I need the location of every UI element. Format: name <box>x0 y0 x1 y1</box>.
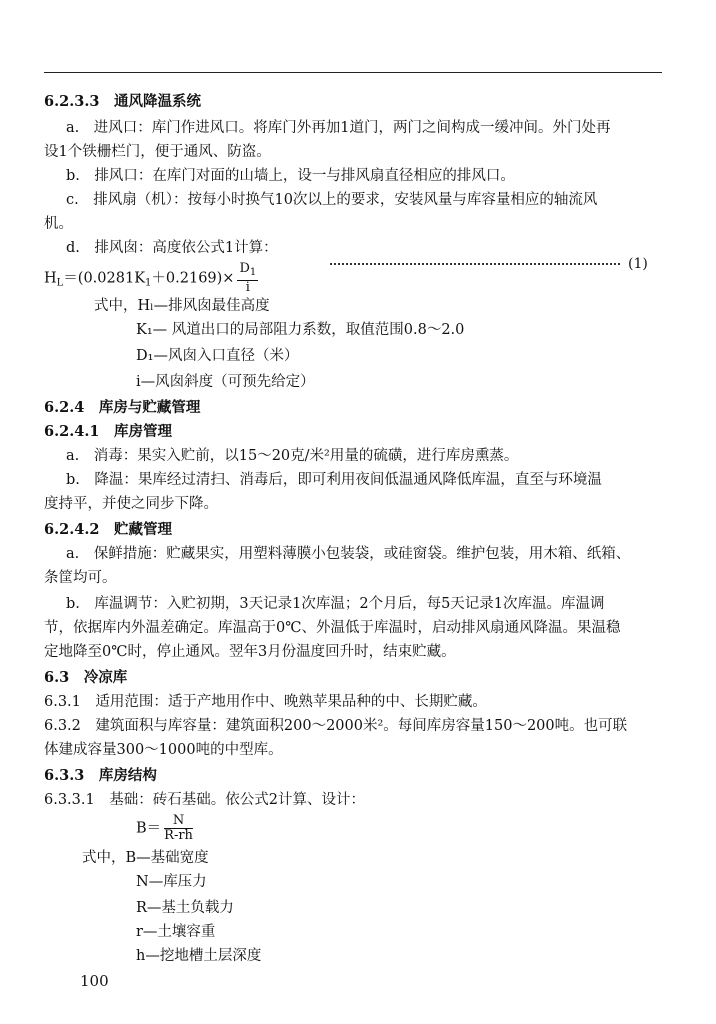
section-6-3-heading: 6.3 冷凉库 <box>44 669 128 686</box>
text-line: b. 降温：果库经过清扫、消毒后，即可利用夜间低温通风降低库温，直至与环境温 <box>66 472 602 488</box>
text-line: d. 排风囱：高度依公式1计算： <box>66 240 278 256</box>
text-line: K₁— 风道出口的局部阻力系数，取值范围0.8～2.0 <box>136 322 465 338</box>
text-line: 体建成容量300～1000吨的中型库。 <box>44 742 283 758</box>
text-line: h—挖地槽土层深度 <box>136 948 262 964</box>
section-6-2-4-2-heading: 6.2.4.2 贮藏管理 <box>44 521 173 538</box>
text-line: R—基土负载力 <box>136 900 234 916</box>
text-line: 度持平，并使之同步下降。 <box>44 496 218 512</box>
formula-1-lhs-sub: L <box>56 277 64 289</box>
formula-1-lhs: H <box>44 270 57 287</box>
text-line: 节，依据库内外温差确定。库温高于0℃、外温低于库温时，启动排风扇通风降温。果温稳 <box>44 620 621 636</box>
equation-number: (1) <box>628 256 648 272</box>
text-line: i—风囱斜度（可预先给定） <box>136 374 315 390</box>
section-6-3-3-1: 6.3.3.1 基础：砖石基础。依公式2计算、设计： <box>44 792 365 808</box>
text-line: c. 排风扇（机）：按每小时换气10次以上的要求，安装风量与库容量相应的轴流风 <box>66 192 598 208</box>
formula-2-denominator: R-rh <box>164 828 193 843</box>
header-rule <box>44 72 662 73</box>
section-6-2-4-1-heading: 6.2.4.1 库房管理 <box>44 423 173 440</box>
formula-1-fraction <box>237 262 258 295</box>
page-number: 100 <box>80 972 109 990</box>
leader-dots <box>330 263 620 265</box>
formula-1-expr2: ＋0.2169)× <box>151 270 235 287</box>
text-line: r—土壤容重 <box>136 924 216 940</box>
formula-2-lhs: B＝ <box>136 820 162 837</box>
section-6-2-4-heading: 6.2.4 库房与贮藏管理 <box>44 399 201 416</box>
formula-1-numerator-sub: 1 <box>249 267 257 278</box>
section-6-2-3-3-heading: 6.2.3.3 通风降温系统 <box>44 93 202 110</box>
formula-1-k-sub: 1 <box>145 277 152 289</box>
text-line: N—库压力 <box>136 874 207 890</box>
section-6-3-1: 6.3.1 适用范围：适于产地用作中、晚熟苹果品种的中、长期贮藏。 <box>44 694 487 710</box>
text-line: 式中，Hₗ—排风囱最佳高度 <box>94 298 270 314</box>
text-line: b. 库温调节：入贮初期，3天记录1次库温；2个月后，每5天记录1次库温。库温调 <box>66 596 605 612</box>
text-line: 设1个铁栅栏门，便于通风、防盗。 <box>44 144 271 160</box>
formula-2-numerator: N <box>164 814 193 829</box>
text-line: 机。 <box>44 216 73 232</box>
text-line: b. 排风口：在库门对面的山墙上，设一与排风扇直径相应的排风口。 <box>66 168 515 184</box>
formula-1-numerator: D <box>239 261 250 276</box>
formula-2 <box>136 814 196 843</box>
formula-2-fraction <box>164 814 193 843</box>
text-line: a. 消毒：果实入贮前，以15～20克/米²用量的硫磺，进行库房熏蒸。 <box>66 448 519 464</box>
formula-1-expr: ＝(0.0281K <box>63 270 146 287</box>
text-line: 定地降至0℃时，停止通风。翌年3月份温度回升时，结束贮藏。 <box>44 644 456 660</box>
text-line: a. 保鲜措施：贮藏果实，用塑料薄膜小包装袋，或硅窗袋。维护包装，用木箱、纸箱、 <box>66 546 631 562</box>
text-line: a. 进风口：库门作进风口。将库门外再加1道门，两门之间构成一缓冲间。外门处再 <box>66 120 611 136</box>
formula-1-denominator: i <box>245 280 250 295</box>
section-6-3-3-heading: 6.3.3 库房结构 <box>44 767 157 784</box>
text-line: D₁—风囱入口直径（米） <box>136 348 299 364</box>
section-6-3-2: 6.3.2 建筑面积与库容量：建筑面积200～2000米²。每间库房容量150～200吨。也可联 <box>44 718 628 734</box>
text-line: 式中，B—基础宽度 <box>82 850 209 866</box>
text-line: 条筐均可。 <box>44 570 117 586</box>
formula-1 <box>44 262 261 295</box>
